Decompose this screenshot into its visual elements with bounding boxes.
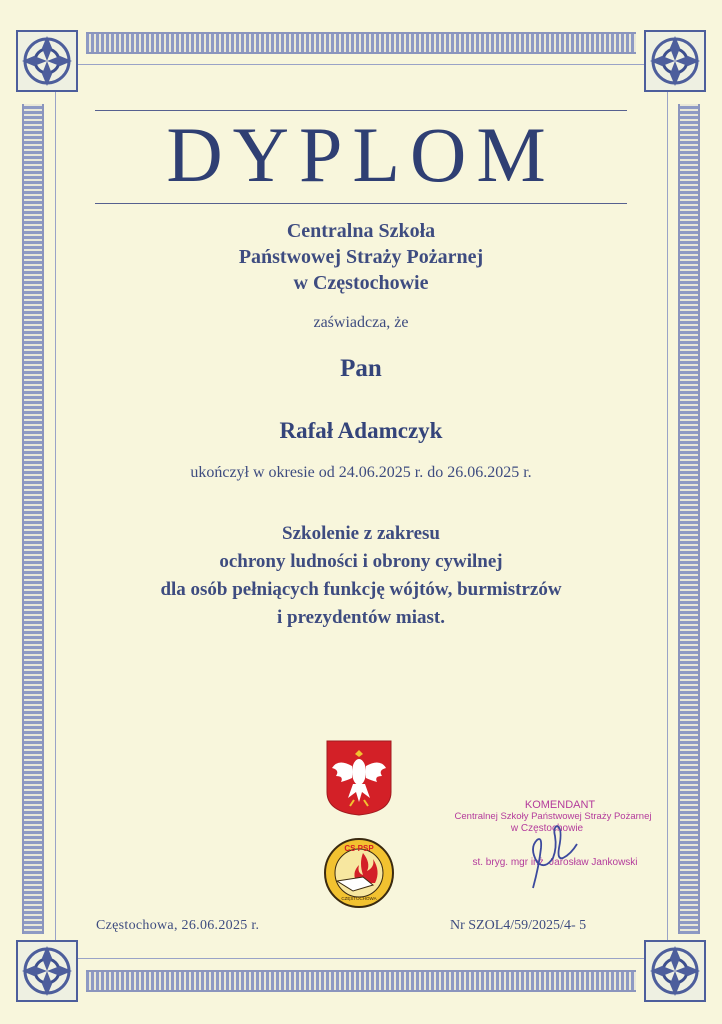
logo-text-bottom: CZĘSTOCHOWA xyxy=(341,896,377,901)
polish-eagle-emblem-icon xyxy=(326,740,392,816)
institution-line: w Częstochowie xyxy=(293,272,429,294)
stamp-line2: w Częstochowie xyxy=(510,823,584,834)
border-bottom xyxy=(86,970,636,992)
place-date: Częstochowa, 26.06.2025 r. xyxy=(96,918,260,933)
course-line: dla osób pełniących funkcję wójtów, burmistrzów xyxy=(160,579,562,600)
recipient-name: Rafał Adamczyk xyxy=(279,418,443,443)
corner-ornament-icon xyxy=(642,938,708,1004)
course-line: Szkolenie z zakresu xyxy=(282,523,440,544)
title-rule-top xyxy=(95,110,627,111)
corner-ornament-icon xyxy=(14,938,80,1004)
stamp-line1: Centralnej Szkoły Państwowej Straży Pożarnej xyxy=(454,811,652,822)
salutation: Pan xyxy=(340,355,382,382)
course-description xyxy=(0,520,722,632)
course-line: i prezydentów miast. xyxy=(277,607,445,628)
corner-ornament-icon xyxy=(642,28,708,94)
title-rule-bottom xyxy=(95,203,627,204)
stamp-title: KOMENDANT xyxy=(524,799,596,811)
institution-line: Centralna Szkoła xyxy=(286,220,436,242)
diploma-title: DYPLOM xyxy=(166,111,556,198)
institution-line: Państwowej Straży Pożarnej xyxy=(238,246,484,268)
cs-psp-logo-icon xyxy=(323,837,395,909)
institution-name xyxy=(0,218,722,296)
course-line: ochrony ludności i obrony cywilnej xyxy=(219,551,503,572)
inner-line-bottom xyxy=(55,958,667,959)
certifies-text: zaświadcza, że xyxy=(313,314,409,331)
logo-text-top: CS PSP xyxy=(344,844,374,853)
border-top xyxy=(86,32,636,54)
completion-text: ukończył w okresie od 24.06.2025 r. do 26.06.2025 r. xyxy=(190,464,532,481)
inner-line-top xyxy=(55,64,667,65)
stamp-signatory: st. bryg. mgr inż. Jarosław Jankowski xyxy=(472,857,638,868)
signature-icon xyxy=(497,818,587,890)
corner-ornament-icon xyxy=(14,28,80,94)
document-number: Nr SZOL4/59/2025/4- 5 xyxy=(450,918,587,933)
